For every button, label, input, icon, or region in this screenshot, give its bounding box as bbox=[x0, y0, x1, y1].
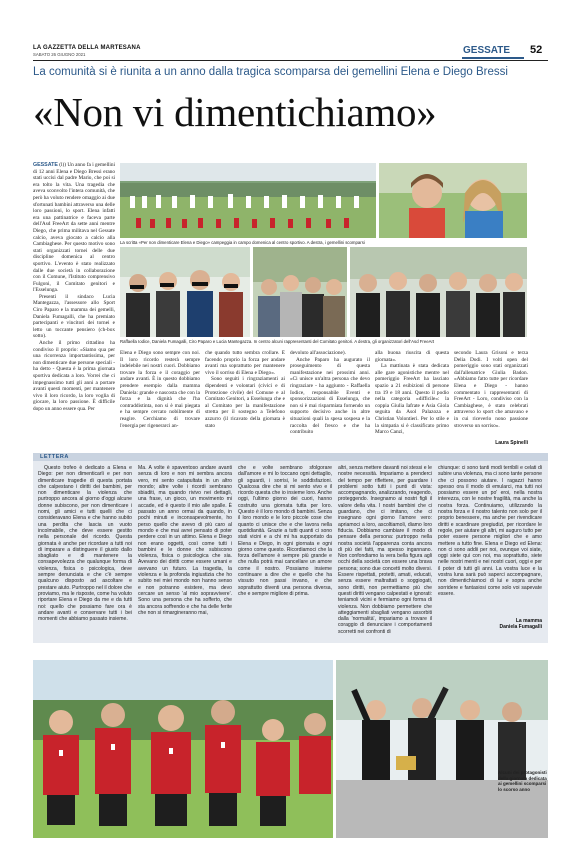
article-column-6 bbox=[454, 350, 528, 438]
issue-date: SABATO 26 GIUGNO 2021 bbox=[33, 52, 86, 57]
header-rule bbox=[33, 60, 548, 61]
photo-freeart-organizers bbox=[350, 247, 527, 337]
photo-football-team bbox=[33, 660, 333, 838]
letter-column-2 bbox=[138, 465, 232, 641]
dateline: GESSATE bbox=[33, 162, 58, 168]
paragraph: alla buona riuscita di questa giornata». bbox=[375, 350, 449, 363]
paragraph: Elena e Diego sono sempre con noi. Il loro ricordo resterà sempre indelebile nei nostri cuori. Dobbiamo trovare la forza e il coraggio per andare avanti. È in questo dobbiamo prendere esempio dalla mamma Daniela: grande e nascosta che con la forza e la dignità che l'ha contraddistinta, non si è mai piegata e ha sempre cercato nobilmente di reagire. Cerchiamo di trovare l'energia per rigenerarci an- bbox=[120, 350, 200, 429]
article-column-1 bbox=[33, 162, 115, 450]
publication-name: LA GAZZETTA DELLA MARTESANA bbox=[33, 45, 141, 51]
page-number: 52 bbox=[530, 44, 543, 56]
letter-signoff bbox=[438, 618, 542, 630]
section-title: GESSATE bbox=[463, 45, 511, 56]
article-column-5 bbox=[375, 350, 449, 448]
article-subheadline: La comunità si è riunita a un anno dalla tragica scomparsa dei gemellini Elena e Diego Bressi bbox=[33, 66, 508, 78]
letter-label: LETTERA bbox=[40, 454, 69, 460]
letter-paragraph: altri, senza mettere davanti noi stessi e le nostre necessità. Impariamo a prenderci del tempo per riflettere, per guardare i problemi sotto tutti i punti di vista: accompagnando, analizzando, reagendo, proteggendo. Insegnamo ai nostri figli il valore della vita. I nostri bambini che ci guardano, che ci imitano, che ci insegnano ogni giorno l'amore vero: apriamoci a loro, ascoltiamoli, diamo loro fiducia. Dobbiamo cambiare il modo di pensare della persona: purtroppo nella nostra società l'apparenza conta ancora di più dei fatti, ma spesso ingannano. Non confondiamo la vera bella figura agli occhi della società con essere una brava persona; sono due concetti molto diversi. Essere rispettati, protetti, amati, educati, senza essere maltrattati o soggiogati, sono diritti, non permettiamo più che questi diritti vengano calpestati e ignorati: teniamoli vicini e fermiamo ogni forma di violenza. Non dobbiamo permettere che atteggiamenti sbagliati vengano assorbiti dalla 'normalità', impariamo a trovare il coraggio di denunciare i comportamenti scorretti nei confronti di bbox=[338, 465, 432, 635]
paragraph: secondo Laura Grisoni e terza Delia Dodi. I volti open del pomeriggio sono stati organizzati dall'allenatrice Giulia Badon. «Abbiamo fatto tutte per ricordare Elena e Diego - hanno commentato i rappresentanti di FreeArt - Loro, condiviso con la Cambiaghese, è stato celebrati attraverso lo sport che amavano e in cui riceverlo nono passione stroverso un sorriso». bbox=[454, 350, 528, 429]
paragraph: Presenti il sindaco Lucia Mantegazza, l'assessore allo Sport Ciro Paparo e la mamma dei gemelli, Daniela Fumagalli, che ha premiato partecipanti e vincitori dei tornei e letto un toccante pensiero (ch-box sotto). bbox=[33, 293, 115, 340]
letter-paragraph: chiunque: ci sono tanti modi terribili e celati di subire una violenza, ma ci sono tante persone che ci possono aiutare. I ragazzi hanno spesso ora il modo di emularci, ma tutti noi possiamo essere un po' eroi, nella nostra interezza, con le nostre fragilità, ma anche la nostra forza. Continuiamo, utilizzando la nostra forza e il nostro talento non solo per il proprio benessere, ma anche per rivendicare diritti e scardinare pregiudizi, per ricordare le regole, per aiutare gli altri, mi auguro tutto per poter essere persone migliori che e amo mettere a tutto fine. Elena e Diego ed Elena: non ci sono addii per noi, ovunque voi siate, oggi siete qui con noi, ma soprattutto, siete nelle nostri menti e nei nostri cuori, oggi e per il poter di tutti gli anni. La vostra luce e la vostra luna sarà può saperci accompagnare, non dimentichiamoci di lui e sopra anche sorridere e fantasiosi come solo voi sapevate essere. bbox=[438, 465, 542, 597]
mid-photo-caption: Raffaella Iodice, Daniela Fumagalli, Ciro Paparo e Lucia Mantegazza. In centro alcuni rappresentanti del Comitato genitori. A destra, gli organizzatori dell'Asd FreeArt bbox=[120, 339, 435, 344]
article-headline: «Non vi dimentichiamo» bbox=[33, 89, 437, 135]
letter-column-3 bbox=[238, 465, 332, 641]
letter-column-5 bbox=[438, 465, 542, 615]
letter-paragraph: che e volte sembrano sfolgorare dall'amore e mi lo toccano ogni dettaglio, gli sguardi, i sorrisi, le soddisfazioni. Qualcosa dire che si mi sento vivo e il ricordo questa che io insieme loro. Anche oggi, l'ultimo giorno dei cuori, hanno costruito una giornata tutta per loro. Questo è il loro mondo di bambini. Senza il loro mondo e le loro piccole cose che quanto ci unisce che e che lavora nella quotidianità. Grazie a tutti quanti ci sono stati vicini e a chi mi ha supportato da Elena e Diego, in ogni giornata e ogni giorno come questo. Ricordiamoci che la forza dell'amore è sempre più grande e che nulla potrà mai cancellare un amore come il nostro. Possiamo insieme continuare a dire che e quello che ha vissuto non passi invano, e che soprattutto diventi una persona diversa, che e sempre migliore di prima. bbox=[238, 465, 332, 597]
paragraph: devoluto all'associazione). bbox=[290, 350, 346, 356]
photo-parents-committee bbox=[253, 247, 347, 337]
paragraph: Sono seguiti i ringraziamenti ai dipendenti e volontari (civici e di Protezione civile) del Comune e al Comitato Genitori, a Esselunga che e al Comitato per la manifestazione stretta per il sostegno a Telefono azzurro (il ricavato della giornata è stato bbox=[205, 376, 285, 429]
letter-column-1 bbox=[38, 465, 132, 641]
photo-officials bbox=[120, 247, 250, 337]
photo-twins bbox=[379, 163, 527, 238]
article-column-2 bbox=[120, 350, 200, 448]
paragraph: Anche il primo cittadino ha condiviso il proprio: «Siamo qua per una ricorrenza importantissima, per non dimenticare due persone speciali - ha detto - Questa è la prima giornata sportiva dedicata a loro. Vorrei che ci impegnassimo tutti gli anni a portare avanti questi momenti, per mantenere vivo il loro ricordo, la loro voglia di giocare, la loro passione. È difficile dopo un anno essere qua. Per bbox=[33, 340, 115, 412]
article-column-3 bbox=[205, 350, 285, 448]
paragraph: (l)) Un anno fa i gemellini di 12 anni Elena e Diego Bressi erano stati uccisi dal padre Mario, che poi si era tolto la vita. Una tragedia che aveva sconvolto l'intera comunità, che però ha voluto rendere omaggio ai due sfortunati bambini attraverso una delle loro passioni, lo sport. Elena infatti era una pattinatrice e faceva parte dell'Asd FreeArt da sette anni mentre Diego, che prima militava nel Gessate calcio, aveva giocato a calcio alla Cambiaghese. Per questo motivo sono stati organizzati tornei delle due discipline domenica al centro sportivo. L'evento è stato realizzato dalle due società in collaborazione con il Comune, l'Istituto comprensivo Fulgoni, il Comitato genitori e l'Esselunga. bbox=[33, 162, 115, 294]
letter-paragraph: Ma. A volte è spaventoso andare avanti senza di loro e non mi sembra ancora vero, mi sento catapultata in un altro mondo; altre volte i ricordi sembrano sbiaditi, ma quando rivivo nei dettagli, una frase, un gioco, un movimento mi accade, ed è questo il mio alle spalle. È passato un anno ormai da quando, in pochi minuti e inconsapevolmente, ho perso quello che avevo di più caro al mondo e che mai avrei pensato di poter perdere così in un attimo. Elena e Diego non erano oggetti, così come tutti i bambini e le donne che subiscono violenza, fisica o psicologica che sia. Avevano dei diritti come essere umani e avevano un futuro. La tragedia, la violenza e la profonda ingiustizia che ho subito nei miei mondo non hanno senso e non potranno esistere, ma devo cercare un senso 'al mio sopravvivere'. Sono una persona che ha sofferto, che sta ancora soffrendo e che ha delle ferite che non si rimargineranno mai, bbox=[138, 465, 232, 616]
photo-sports-field bbox=[120, 163, 376, 238]
paragraph: che quando tutto sembra crollare. È facendo proprio la forza per andare avanti ma soprattutto per mantenere vivo il sorriso di Elena e Diego». bbox=[205, 350, 285, 376]
paragraph: Anche Paparo ha augurato il proseguimento di questa manifestazione nei prossimi anni. «Ci unisce un'altra persona che devo ringraziare - ha aggiunto - Raffaella Iodice, responsabile Eventi e sponsorizzazioni di Esselunga, che non si è mai risparmiata fornendo un supporto decisivo anche in altre situazioni quali la spesa sospesa e la raccolta del fresco e che ha contribuito bbox=[290, 356, 370, 436]
letter-tab bbox=[33, 453, 548, 461]
article-author: Laura Spinelli bbox=[495, 440, 528, 446]
letter-column-4 bbox=[338, 465, 432, 641]
bottom-photo-caption: Alcuni dei protagonisti della giornata dedicata ai gemellini scomparsi lo scorso anno bbox=[498, 770, 547, 792]
photo-skating-group bbox=[336, 660, 548, 838]
top-photo-caption: La scritta «Per non dimenticare Elena e Diego» campeggia in campo domenica al centro sportivo. A destra, i gemellini scomparsi bbox=[120, 240, 365, 245]
section-underline bbox=[462, 57, 524, 59]
paragraph: La mattinata è stata dedicata alle gare agonistiche mentre nel pomeriggio FreeArt ha lasciato spazio a 21 esibizioni di persone tra 19 e 18 anni. Questo il podio nella categoria «difficile»: la coppia Giulia Iafrate e Asia Giola seguita da Asol Palazoza e Christian Volontieri. Per lo stile e la simpatia si è classificato primo Marco Canzi, bbox=[375, 363, 449, 436]
article-column-4 bbox=[290, 350, 370, 448]
letter-paragraph: Questo trofeo è dedicato a Elena e Diego: per non dimenticarli e per non dimenticare tragedie di questa portata che calpestano i diritti dei bambini, per non dimenticare la violenza che purtroppo ancora al giorno d'oggi alcune donne subiscono, per non dimenticare i nomi, gli amici e tutti quelli che ci consideravano Elena e che hanno subito una perdita che lascia un vuoto incolmabile, che deve essere gestito nella personale del ricordo. Questa giornata è anche per ricordare a tutti noi di imparare a distinguere il giusto dallo sbagliato e di mantenere la consapevolezza che qualunque forma di violenza, fisica o psicologica, deve sempre denunciata e che c'è sempre qualcuno disposto ad ascoltare e prestare aiuto. Purtroppo nel il dolore che proviamo, ma le risposte, come ha voluto riportare Elena e Diego da me e da tutti noi: quello che possiamo fare ora è andare avanti e conservare tutti i bei momenti che abbiamo passato insieme. bbox=[38, 465, 132, 623]
signoff-name: Daniela Fumagalli bbox=[499, 624, 542, 631]
signoff-role: La mamma bbox=[515, 618, 542, 624]
